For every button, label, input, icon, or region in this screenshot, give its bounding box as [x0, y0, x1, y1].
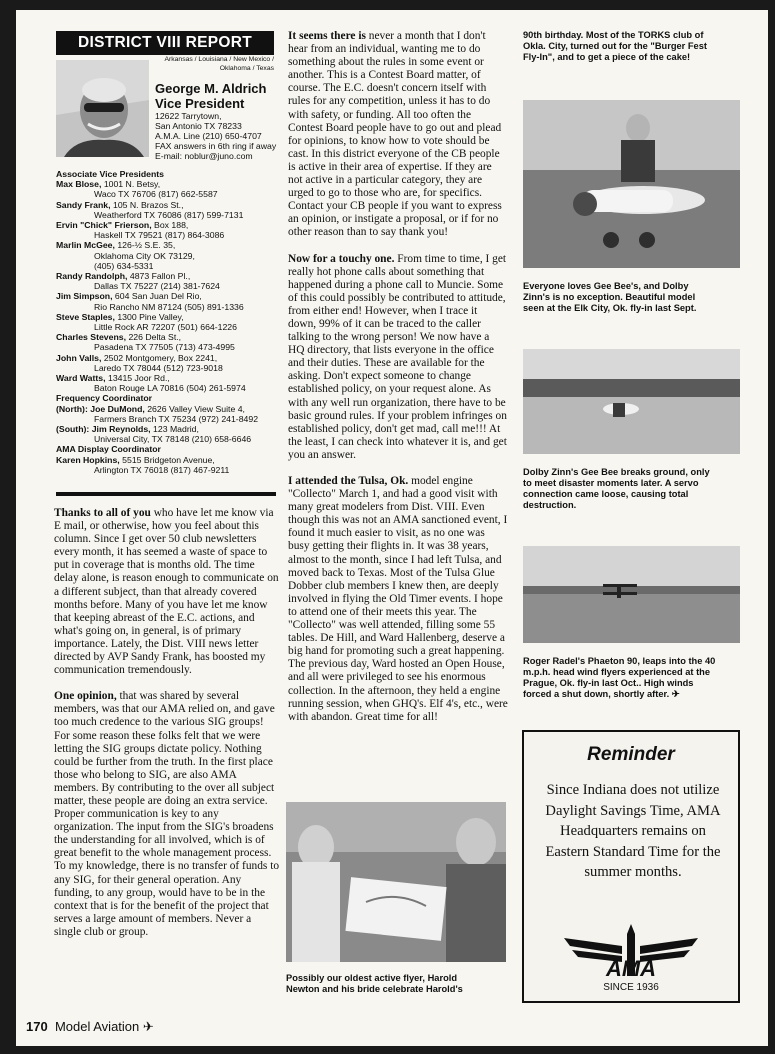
avp-line: 1001 N. Betsy,: [103, 179, 161, 190]
column-1: [54, 507, 280, 952]
reminder-body: Since Indiana does not utilize Daylight Savings Time, AMA Headquarters remains on Eastern Standard Time for the summer months.: [545, 782, 721, 880]
geebee-photo: [523, 100, 740, 268]
page-number: 170: [26, 1019, 48, 1034]
display-line: 5515 Bridgeton Avenue,: [122, 454, 215, 465]
birthday-photo: [286, 802, 506, 962]
freq-line: Universal City, TX 78148 (210) 658-6646: [94, 434, 252, 445]
avp-line: Weatherford TX 76086 (817) 599-7131: [94, 209, 244, 220]
avp-name: Ward Watts,: [56, 373, 106, 384]
display-heading: AMA Display Coordinator: [56, 444, 161, 455]
avp-name: Ervin "Chick" Frierson,: [56, 220, 152, 231]
ama-logo-since: SINCE 1936: [603, 982, 659, 993]
caption-line: Zinn's is no exception. Beautiful model: [523, 292, 696, 302]
avp-line: (405) 634-5331: [94, 260, 154, 271]
ama-logo-icon: [560, 924, 702, 994]
avp-line: Rio Rancho NM 87124 (505) 891-1336: [94, 301, 244, 312]
avp-line: Oklahoma City OK 73129,: [94, 250, 195, 261]
reminder-title: Reminder: [587, 744, 675, 765]
vp-address: 12622 Tarrytown,: [155, 111, 222, 121]
birthday-photo-image: [286, 802, 506, 962]
vp-title: Vice President: [155, 96, 245, 111]
avp-line: Box 188,: [154, 220, 189, 231]
vp-email: E-mail: noblur@juno.com: [155, 150, 253, 161]
paragraph-lead: It seems there is: [288, 30, 366, 42]
avp-line: 226 Delta St.,: [128, 332, 182, 343]
paragraph: [288, 475, 508, 724]
avp-line: Haskell TX 79521 (817) 864-3086: [94, 230, 225, 241]
avp-line: Laredo TX 78044 (512) 723-9018: [94, 362, 223, 373]
freq-line: Farmers Branch TX 75234 (972) 241-8492: [94, 413, 259, 424]
ama-logo: [560, 924, 702, 994]
avp-line: 604 San Juan Del Rio,: [114, 291, 202, 302]
caption-line: Okla. City, turned out for the "Burger Fest: [523, 41, 707, 51]
phaeton-photo: [523, 546, 740, 643]
states-line: Oklahoma / Texas: [219, 64, 274, 72]
avp-name: Steve Staples,: [56, 311, 115, 322]
phaeton-caption: [523, 656, 715, 700]
freq-line: 2626 Valley View Suite 4,: [147, 403, 245, 414]
reminder-box: [522, 730, 740, 1003]
caption-line: Fly-In", and to get a piece of the cake!: [523, 52, 691, 62]
birthday-caption: [286, 973, 463, 995]
freq-line: 123 Madrid,: [153, 424, 199, 435]
avp-name: John Valls,: [56, 352, 102, 363]
magazine-name: Model Aviation ✈: [54, 1019, 154, 1034]
ground-photo: [523, 349, 740, 454]
phaeton-photo-image: [523, 546, 740, 643]
avp-name: Sandy Frank,: [56, 199, 111, 210]
paragraph-lead: I attended the Tulsa, Ok.: [288, 475, 409, 487]
vp-name: George M. Aldrich: [155, 81, 267, 96]
avp-line: 2502 Montgomery, Box 2241,: [103, 352, 218, 363]
caption-line: Prague, Ok. fly-in last Oct.. High winds: [523, 678, 694, 688]
vp-fax-note: FAX answers in 6th ring if away: [155, 140, 277, 151]
paragraph-text: model engine "Collecto" March 1, and had a good visit with many great modelers from Dist. VIII. Even though this was not an AMA sanctioned event, I found it much easier to visit, as no one was busy getting their flights in. It was 38 years, almost to the month, since I had left Tulsa, and moved back to Texas. Most of the Tulsa Glue Dobber club members I knew then, are deeply involved in flying the Old Timer events. I hope to attend one of their meets this year. The "Collecto" was well attended, filling some 55 tables. De Hill, and Ward Hallenberg, deserve a big hand for promoting such a great happening. The previous day, Ward hosted an Open House, and all were privileged to see his enormous collection. In the afternoon, they held a engine running session, when GHQ's. Elf 4's, etc., were with abandon. Great time for all!: [288, 475, 508, 723]
ground-caption: [523, 467, 710, 511]
avp-line: Dallas TX 75227 (214) 381-7624: [94, 281, 220, 292]
avp-line: 4873 Fallon Pl.,: [129, 271, 191, 282]
vp-photo: [56, 60, 149, 157]
avp-name: Jim Simpson,: [56, 291, 113, 302]
magazine-page: [16, 10, 768, 1046]
avp-line: Baton Rouge LA 70816 (504) 261-5974: [94, 383, 246, 394]
paragraph-text: never a month that I don't hear from an individual, wanting me to do something about the rules in some event or another. This is a Contest Board matter, of course. The E.C. doesn't concern itself with rules for any competition, unless it has to do with safety, or funding. All too often the Contest Board people have to go out and plead for opinions, to know how to vote should be cast. In this district everyone of the CB people is active in their area of expertise. If they are not active in a particular category, they are urged to go to those who are, for specifics. Contact your CB people if you want to express an opinion, or instigate a proposal, or if for no other reason than to say thank you!: [288, 30, 502, 239]
section-divider: [56, 492, 276, 496]
paragraph-text: From time to time, I get really hot phone calls about something that happened during a phone call to Muncie. Some of this could possibly be contributed to attitude, from either end! However, when I trace it down, 99% of it can be traced to the caller talking to the wrong person! We now have a HQ directory, that lists everyone in the office and their duties. These are available for the asking. Don't expect someone to change established policy, on your request alone. As with any well run organization, there have to be basic ground rules. If your problem infringes on established policy, don't get mad, call me!!! At the least, I can check into whatever it is, and get you an answer.: [288, 252, 507, 461]
caption-line: Newton and his bride celebrate Harold's: [286, 984, 463, 994]
paragraph: [54, 690, 280, 939]
caption-line: Possibly our oldest active flyer, Harold: [286, 973, 458, 983]
paragraph: [288, 30, 508, 240]
district-banner: DISTRICT VIII REPORT: [56, 31, 274, 55]
geebee-caption: [523, 281, 696, 314]
states-line: Arkansas / Louisiana / New Mexico /: [164, 56, 274, 63]
column-2: [288, 30, 508, 737]
caption-line: m.p.h. head wind flyers experienced at the: [523, 667, 711, 677]
paragraph: [54, 507, 280, 677]
birthday-caption-cont: [523, 30, 707, 63]
vp-photo-image: [56, 60, 149, 157]
display-name: Karen Hopkins,: [56, 454, 120, 465]
avp-name: Randy Randolph,: [56, 271, 128, 282]
freq-heading: Frequency Coordinator: [56, 393, 153, 404]
avp-line: 13415 Joor Rd.,: [107, 373, 170, 384]
vp-city: San Antonio TX 78233: [155, 120, 242, 131]
caption-line: connection came loose, causing total: [523, 489, 689, 499]
paragraph-text: that was shared by several members, was that our AMA relied on, and gave too much credence to the various SIG groups! For some reason these folks felt that we were letting the SIG groups dictate policy. Nothing could be further from the truth. In the first place those who belong to SIG, are also AMA members. By contributing to the over all subject matter, these people are doing an extra service. Proper communication is key to any organization. The input from the SIG's broadens the understanding for all involved, which is of great benefit to the whole management process. To my knowledge, there is no transfer of funds to any SIG, for their general operation. Any funding, to any group, would have to be in the context that is for the benefit of the project that serves a large amount of members. Never a single club or group.: [54, 690, 280, 938]
geebee-photo-image: [523, 100, 740, 268]
caption-line: destruction.: [523, 500, 577, 510]
freq-name: (North): Joe DuMond,: [56, 403, 145, 414]
caption-line: Dolby Zinn's Gee Bee breaks ground, only: [523, 467, 710, 477]
avp-line: Pasadena TX 77505 (713) 473-4995: [94, 342, 235, 353]
display-line: Arlington TX 76018 (817) 467-9211: [94, 464, 230, 475]
paragraph-text: who have let me know via E mail, or otherwise, how you feel about this column. Since I get over 50 club newsletters every month, it has seemed a waste of space to put in coverage that is months old. The time delay alone, is reason enough to communicate on a different subject, than that already covered months before. Many of you have let me know that keeping abreast of the E.C. actions, and what's going on, in general, is of primary importance. Lately, the Dist. VIII news letter directed by AVP Sandy Frank, has boosted my communication tremendously.: [54, 507, 279, 677]
freq-name: (South): Jim Reynolds,: [56, 424, 151, 435]
avp-line: Waco TX 76706 (817) 662-5587: [94, 189, 218, 200]
caption-line: 90th birthday. Most of the TORKS club of: [523, 30, 704, 40]
avp-name: Charles Stevens,: [56, 332, 127, 343]
avp-line: 1300 Pine Valley,: [117, 311, 184, 322]
ground-photo-image: [523, 349, 740, 454]
paragraph-lead: One opinion,: [54, 690, 117, 703]
paragraph-lead: Now for a touchy one.: [288, 252, 395, 265]
caption-line: forced a shut down, shortly after. ✈: [523, 689, 680, 699]
district-states: [154, 56, 274, 73]
paragraph-lead: Thanks to all of you: [54, 507, 151, 519]
caption-line: Everyone loves Gee Bee's, and Dolby: [523, 281, 689, 291]
avp-list: [56, 169, 276, 475]
caption-line: Roger Radel's Phaeton 90, leaps into the 40: [523, 656, 716, 666]
avp-line: 105 N. Brazos St.,: [112, 199, 184, 210]
avp-name: Max Blose,: [56, 179, 102, 190]
avp-heading: Associate Vice Presidents: [56, 169, 165, 179]
avp-line: Little Rock AR 72207 (501) 664-1226: [94, 322, 237, 333]
paragraph: [288, 253, 508, 463]
avp-name: Marlin McGee,: [56, 240, 115, 251]
vp-phone: A.M.A. Line (210) 650-4707: [155, 130, 262, 141]
caption-line: seen at the Elk City, Ok. fly-in last Sept.: [523, 303, 697, 313]
caption-line: to meet disaster moments later. A servo: [523, 478, 699, 488]
vp-contact: [155, 112, 276, 162]
ama-logo-text: AMA: [605, 956, 657, 981]
avp-line: 126-½ S.E. 35,: [117, 240, 176, 251]
page-footer: [26, 1019, 154, 1035]
